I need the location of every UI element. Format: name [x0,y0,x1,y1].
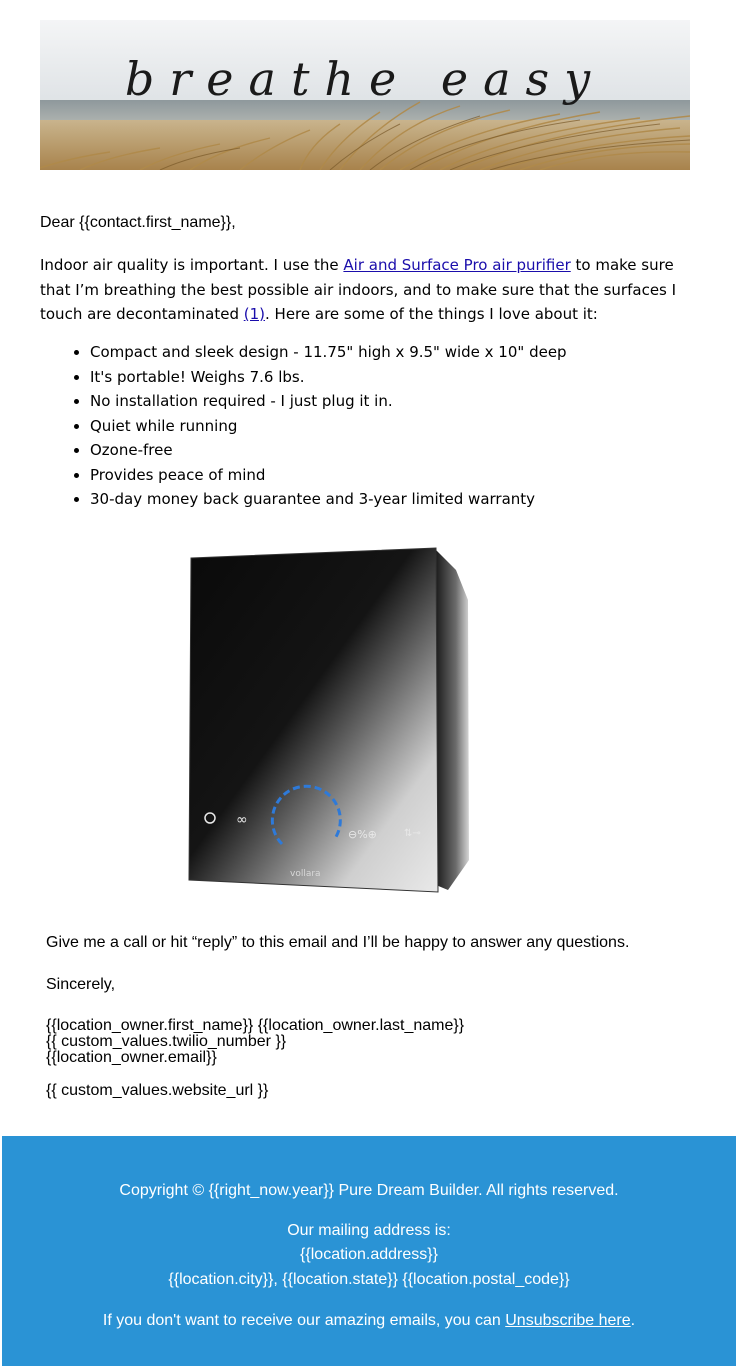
svg-text:⊖%⊕: ⊖%⊕ [348,828,377,841]
product-link[interactable]: Air and Surface Pro air purifier [343,256,571,274]
phone-number: {{ custom_values.twilio_number }} [46,1033,287,1050]
closing-line: Give me a call or hit “reply” to this email and I’ll be happy to answer any questions. [46,934,630,951]
unsubscribe-line [2,1312,736,1330]
list-item: • Quiet while running [90,414,567,439]
intro-text-1: Indoor air quality is important. I use the [40,256,344,274]
email-address: {{location_owner.email}} [46,1049,217,1066]
intro-paragraph [40,253,700,327]
footer [2,1136,736,1366]
reference-link[interactable]: (1) [243,305,265,323]
intro-text-3: . Here are some of the things I love about it: [265,305,598,323]
list-item: • Compact and sleek design - 11.75" high x 9.5" wide x 10" deep [90,340,567,365]
svg-text:⇅⊸: ⇅⊸ [404,828,421,839]
air-purifier-image [186,540,476,900]
copyright: Copyright © {{right_now.year}} Pure Dream Builder. All rights reserved. [119,1182,619,1199]
signature-block [46,934,629,1100]
city-line: {{location.city}}, {{location.state}} {{location.postal_code}} [168,1271,570,1288]
list-item: • Ozone-free [90,438,567,463]
banner-title: breathe easy [124,52,606,106]
greeting: Dear {{contact.first_name}}, [40,214,236,231]
address: {{location.address}} [300,1246,438,1263]
product-image [186,540,476,900]
website-url: {{ custom_values.website_url }} [46,1082,269,1099]
owner-name: {{location_owner.first_name}} {{location_owner.last_name}} [46,1017,465,1034]
list-item: • It's portable! Weighs 7.6 lbs. [90,365,567,390]
signoff: Sincerely, [46,976,116,993]
list-item: • No installation required - I just plug it in. [90,389,567,414]
unsubscribe-link[interactable]: Unsubscribe here [505,1312,631,1329]
list-item: • 30-day money back guarantee and 3-year limited warranty [90,487,567,512]
header-banner [40,20,690,170]
list-item: • Provides peace of mind [90,463,567,488]
unsubscribe-suffix: . [630,1312,636,1329]
unsubscribe-prefix: If you don't want to receive our amazing emails, you can [102,1312,506,1329]
feature-list [40,340,567,512]
svg-text:∞: ∞ [236,812,248,828]
product-logo: vollara [290,869,321,879]
mailing-label: Our mailing address is: [287,1222,451,1239]
intro-text-2: to make sure that I’m breathing the best possible air indoors, and to make sure that the surfaces I touch are decontaminated [40,256,677,323]
